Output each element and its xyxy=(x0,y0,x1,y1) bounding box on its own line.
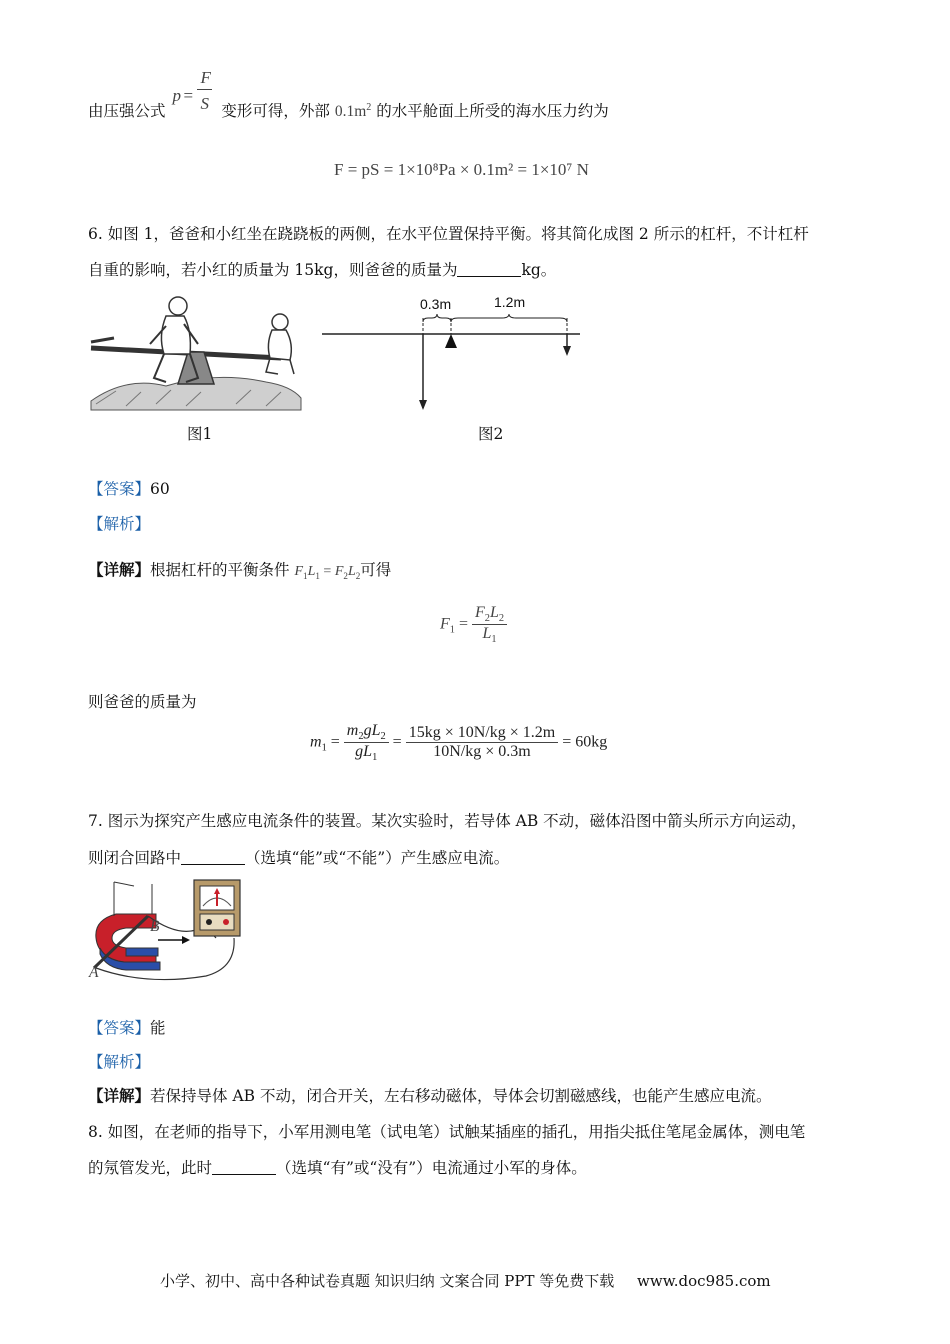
answer-tag: 【答案】 xyxy=(88,1019,151,1037)
father-mass-text: 则爸爸的质量为 xyxy=(88,693,197,711)
answer-blank xyxy=(212,1159,276,1176)
answer-blank xyxy=(457,261,521,278)
q8-text-line1: 8. 如图，在老师的指导下，小军用测电笔（试电笔）试触某插座的插孔，用指尖抵住笔尾金属体，测电笔 xyxy=(88,1123,806,1141)
answer-value: 60 xyxy=(150,480,170,498)
mass-equation: $m_1$ = $\frac{m_2gL_2}{gL_1}$ = $\frac{15kg \times 10N/kg \times 1.2m}{10N/kg \times 0.3m}$ = 60kg xyxy=(310,722,608,764)
equation-result: = 60kg xyxy=(562,733,608,751)
q6-text-line2 xyxy=(88,258,556,280)
figure-1-label: 图1 xyxy=(187,425,213,443)
detail-tag: 【详解】 xyxy=(88,1086,151,1105)
q7-text-line1: 7. 图示为探究产生感应电流条件的装置。某次实验时，若导体 AB 不动，磁体沿图中箭头所示方向运动， xyxy=(88,812,807,830)
symbol-F: F xyxy=(200,68,211,87)
symbol-p: p xyxy=(172,86,181,105)
line-prefix: 由压强公式 xyxy=(88,102,166,120)
answer-blank xyxy=(181,849,245,866)
symbol-S: S xyxy=(200,94,209,113)
formula-line xyxy=(88,68,609,132)
seesaw-illustration xyxy=(86,286,306,411)
q8-text-line2 xyxy=(88,1156,587,1178)
answer-value: 能 xyxy=(150,1019,166,1037)
q7-detail xyxy=(88,1084,771,1106)
dimension-left: 0.3m xyxy=(420,296,452,312)
answer-tag: 【答案】 xyxy=(88,480,151,498)
q6-text-line1: 6. 如图 1，爸爸和小红坐在跷跷板的两侧，在水平位置保持平衡。将其简化成图 2 所示的杠杆，不计杠杆 xyxy=(88,225,809,243)
detail-tag: 【详解】 xyxy=(88,560,151,579)
equation-numerator: 15kg × 10N/kg × 1.2m xyxy=(408,724,556,742)
footer-text: 小学、初中、高中各种试卷真题 知识归纳 文案合同 PPT 等免费下载 xyxy=(160,1272,615,1290)
q8-text-part2: （选填“有”或“没有”）电流通过小军的身体。 xyxy=(276,1159,587,1177)
detail-text: 若保持导体 AB 不动，闭合开关，左右移动磁体，导体会切割磁感线，也能产生感应电流。 xyxy=(150,1087,772,1105)
detail-suffix: 可得 xyxy=(360,561,392,579)
detail-text: 根据杠杆的平衡条件 xyxy=(150,561,290,579)
q7-text-part2: （选填“能”或“不能”）产生感应电流。 xyxy=(245,849,510,867)
q7-text-line2 xyxy=(88,846,509,868)
q6-detail xyxy=(88,558,391,581)
lever-diagram xyxy=(318,290,588,415)
q6-text-part2: kg。 xyxy=(521,261,557,279)
area-value: $0.1m^2$ xyxy=(334,101,372,120)
q7-answer xyxy=(88,1016,166,1038)
line-mid: 变形可得，外部 xyxy=(221,102,330,120)
q8-text-part1: 的氖管发光，此时 xyxy=(88,1159,213,1177)
footer-link[interactable]: www.doc985.com xyxy=(637,1272,771,1290)
q6-answer xyxy=(88,477,170,499)
label-B: B xyxy=(150,918,160,935)
q7-text-part1: 则闭合回路中 xyxy=(88,849,182,867)
q7-analysis-tag: 【解析】 xyxy=(88,1053,151,1071)
pressure-formula: p = F S xyxy=(172,68,211,113)
q6-analysis-tag: 【解析】 xyxy=(88,515,151,533)
line-suffix: 的水平舱面上所受的海水压力约为 xyxy=(376,102,609,120)
fulcrum-icon xyxy=(445,334,457,348)
induction-apparatus xyxy=(86,876,256,986)
force-equation: F = pS = 1×10⁸Pa × 0.1m² = 1×10⁷ N xyxy=(334,160,589,179)
footer xyxy=(160,1270,771,1291)
balance-condition: $F_1L_1 = F_2L_2$ xyxy=(294,564,361,581)
figure-2-label: 图2 xyxy=(478,425,504,443)
dimension-right: 1.2m xyxy=(494,294,526,310)
force-formula: $F_1$ = $\frac{F_2L_2}{L_1}$ xyxy=(440,604,507,645)
equation-denominator: 10N/kg × 0.3m xyxy=(406,742,559,761)
label-A: A xyxy=(89,964,99,981)
q6-text-part1: 自重的影响，若小红的质量为 15kg，则爸爸的质量为 xyxy=(88,261,458,279)
